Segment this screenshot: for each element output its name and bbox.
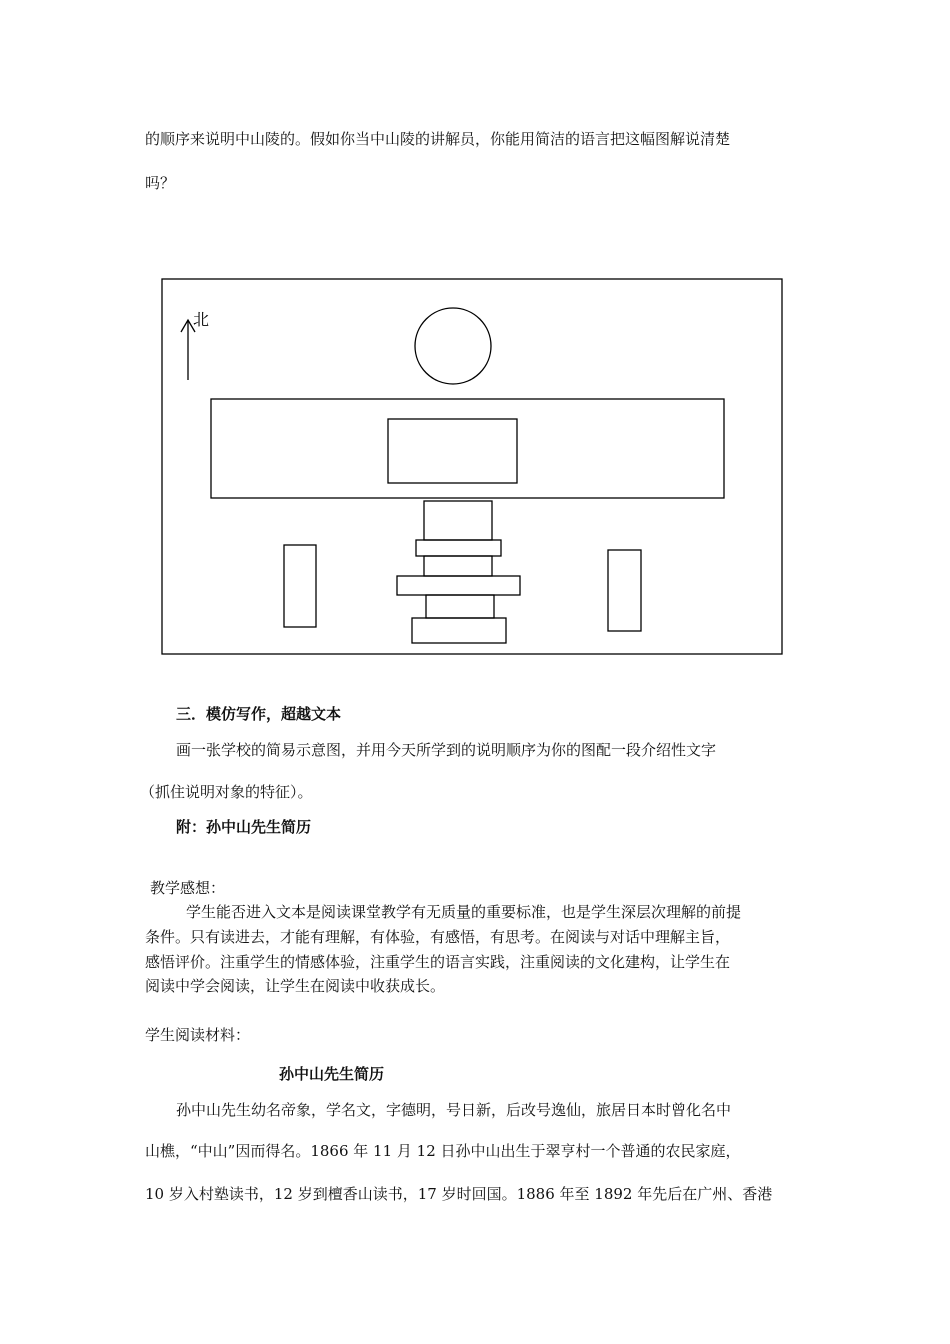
material-line-3: 10 岁入村塾读书，12 岁到檀香山读书，17 岁时回国。1886 年至 1892 年先后在广州、香港 — [145, 1185, 773, 1203]
reflection-line-4: 阅读中学会阅读，让学生在阅读中收获成长。 — [145, 977, 446, 995]
section-3-text-line-1: 画一张学校的简易示意图，并用今天所学到的说明顺序为你的图配一段介绍性文字 — [176, 741, 717, 759]
material-title: 孙中山先生简历 — [279, 1065, 385, 1083]
stair-block-3 — [424, 556, 492, 576]
stair-block-1 — [424, 501, 492, 540]
north-label: 北 — [193, 310, 210, 329]
section-3-heading: 三．模仿写作，超越文本 — [176, 705, 342, 723]
stair-block-4 — [397, 576, 520, 595]
section-3-text-line-2: （抓住说明对象的特征）。 — [140, 783, 313, 801]
reflection-label: 教学感想： — [150, 879, 226, 897]
stair-block-2 — [416, 540, 501, 556]
diagram-frame — [162, 279, 782, 654]
appendix-heading: 附：孙中山先生简历 — [176, 818, 312, 836]
intro-line-1: 的顺序来说明中山陵的。假如你当中山陵的讲解员，你能用简洁的语言把这幅图解说清楚 — [145, 130, 731, 148]
intro-line-2: 吗？ — [145, 174, 176, 192]
stair-block-5 — [426, 595, 494, 618]
sacrificial-hall-rect — [388, 419, 517, 483]
left-pillar-rect — [284, 545, 316, 627]
stair-block-6 — [412, 618, 506, 643]
material-label: 学生阅读材料： — [145, 1026, 251, 1044]
reflection-line-2: 条件。只有读进去，才能有理解，有体验，有感悟，有思考。在阅读与对话中理解主旨， — [145, 928, 731, 946]
right-pillar-rect — [608, 550, 641, 631]
reflection-line-3: 感悟评价。注重学生的情感体验，注重学生的语言实践，注重阅读的文化建构，让学生在 — [145, 953, 731, 971]
tomb-circle — [415, 308, 491, 384]
reflection-line-1: 学生能否进入文本是阅读课堂教学有无质量的重要标准，也是学生深层次理解的前提 — [186, 903, 742, 921]
material-line-2: 山樵，“中山”因而得名。1866 年 11 月 12 日孙中山出生于翠亨村一个普通的农民家庭， — [145, 1142, 741, 1160]
material-line-1: 孙中山先生幼名帝象，学名文，字德明，号日新，后改号逸仙，旅居日本时曾化名中 — [176, 1101, 732, 1119]
